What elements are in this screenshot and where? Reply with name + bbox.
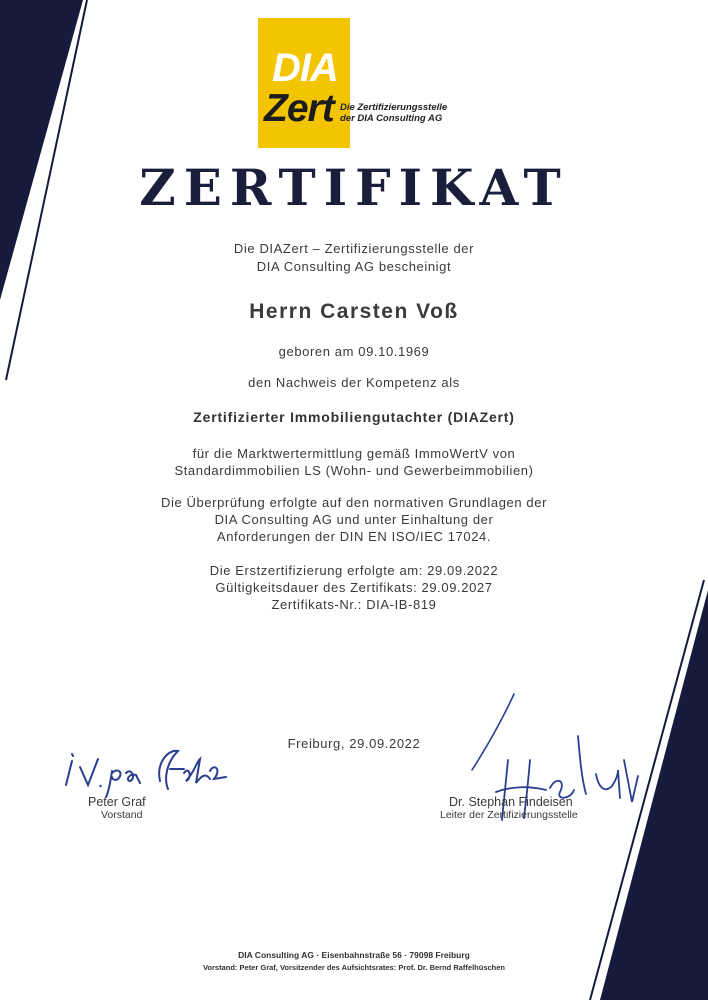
signature-left-handwriting: [60, 745, 240, 800]
basis-line-3: Anforderungen der DIN EN ISO/IEC 17024.: [216, 529, 492, 544]
intro-line-1: Die DIAZert – Zertifizierungsstelle der: [233, 241, 475, 256]
certificate-title: ZERTIFIKAT: [139, 158, 569, 217]
logo-text-dia: DIA: [272, 46, 338, 90]
birth-date: geboren am 09.10.1969: [278, 344, 430, 359]
validity-period: Gültigkeitsdauer des Zertifikats: 29.09.2027: [215, 580, 493, 595]
basis-line-2: DIA Consulting AG und unter Einhaltung der: [214, 512, 494, 527]
signatory-left-name: Peter Graf: [88, 795, 146, 809]
signatory-right-role: Leiter der Zertifizierungsstelle: [440, 809, 578, 821]
logo-tagline: [340, 102, 447, 124]
place-date: Freiburg, 29.09.2022: [287, 736, 421, 751]
signatory-left-role: Vorstand: [101, 809, 143, 821]
initial-certification: Die Erstzertifizierung erfolgte am: 29.09.2022: [209, 563, 499, 578]
scope-line-2: Standardimmobilien LS (Wohn- und Gewerbeimmobilien): [174, 463, 534, 478]
competence-statement: den Nachweis der Kompetenz als: [248, 375, 460, 390]
basis-line-1: Die Überprüfung erfolgte auf den normativen Grundlagen der: [160, 495, 547, 510]
scope-line-1: für die Marktwertermittlung gemäß ImmoWertV von: [192, 446, 516, 461]
recipient-name: Herrn Carsten Voß: [249, 300, 459, 323]
signatory-right-name: Dr. Stephan Findeisen: [449, 795, 573, 809]
logo-tagline-line-1: Die Zertifizierungsstelle: [340, 102, 448, 113]
footer-address: DIA Consulting AG · Eisenbahnstraße 56 · 79098 Freiburg: [238, 950, 470, 960]
certificate-number: Zertifikats-Nr.: DIA-IB-819: [271, 597, 437, 612]
intro-line-2: DIA Consulting AG bescheinigt: [256, 259, 452, 274]
logo-text-zert: Zert: [264, 87, 334, 130]
qualification-title: Zertifizierter Immobiliengutachter (DIAZert): [193, 409, 515, 425]
footer-board: Vorstand: Peter Graf, Vorsitzender des Aufsichtsrates: Prof. Dr. Bernd Raffelhüschen: [202, 963, 505, 972]
logo-tagline-line-2: der DIA Consulting AG: [340, 113, 443, 124]
